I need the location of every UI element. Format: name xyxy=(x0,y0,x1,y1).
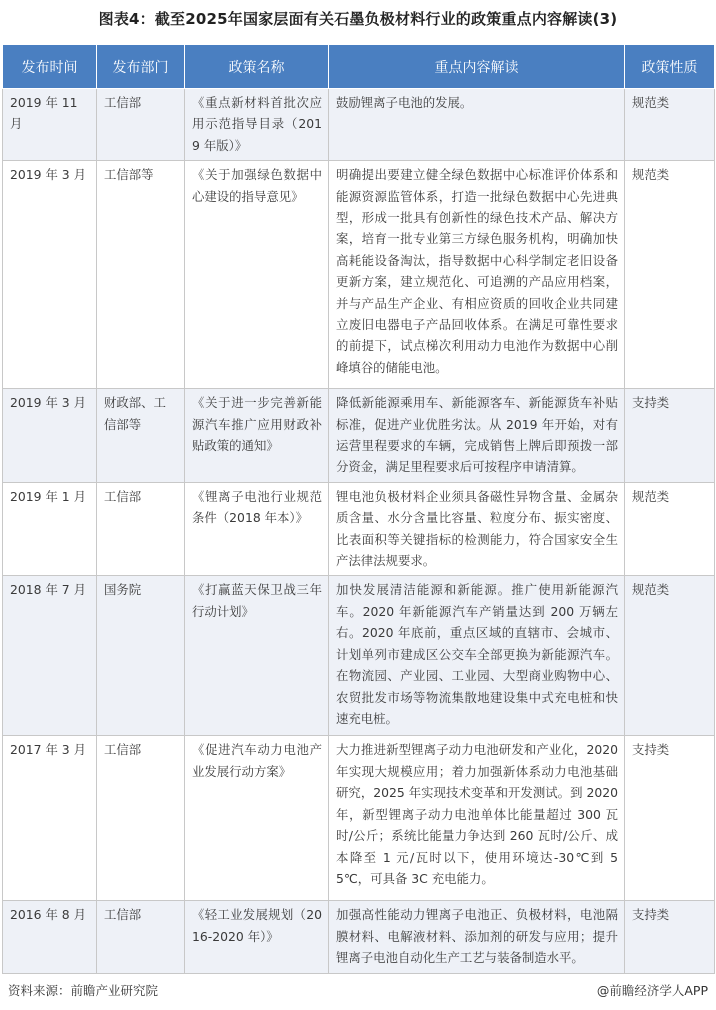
brand-credit: @前瞻经济学人APP xyxy=(596,983,708,998)
cell-date: 2017 年 3 月 xyxy=(3,736,97,901)
page-title: 图表4：截至2025年国家层面有关石墨负极材料行业的政策重点内容解读(3) xyxy=(98,10,618,28)
cell-dept: 工信部 xyxy=(97,89,185,161)
cell-date: 2019 年 1 月 xyxy=(3,482,97,576)
header-nature: 政策性质 xyxy=(625,45,715,89)
header-content: 重点内容解读 xyxy=(329,45,625,89)
cell-policy-name: 《重点新材料首批次应用示范指导目录（2019 年版）》 xyxy=(185,89,329,161)
cell-policy-name: 《关于进一步完善新能源汽车推广应用财政补贴政策的通知》 xyxy=(185,389,329,483)
table-row xyxy=(3,161,715,389)
cell-policy-name: 《关于加强绿色数据中心建设的指导意见》 xyxy=(185,161,329,389)
cell-content: 降低新能源乘用车、新能源客车、新能源货车补贴标准，促进产业优胜劣汰。从 2019 年开始，对有运营里程要求的车辆，完成销售上牌后即预拨一部分资金，满足里程要求后可按程序申请清算。 xyxy=(329,389,625,483)
table-row xyxy=(3,576,715,736)
cell-content: 明确提出要建立健全绿色数据中心标准评价体系和能源资源监管体系，打造一批绿色数据中心先进典型，形成一批具有创新性的绿色技术产品、解决方案，培育一批专业第三方绿色服务机构，明确加快高耗能设备淘汰，指导数据中心科学制定老旧设备更新方案，建立规范化、可追溯的产品应用档案，并与产品生产企业、有相应资质的回收企业共同建立废旧电器电子产品回收体系。在满足可靠性要求的前提下，试点梯次利用动力电池作为数据中心削峰填谷的储能电池。 xyxy=(329,161,625,389)
table-row xyxy=(3,89,715,161)
cell-nature: 规范类 xyxy=(625,161,715,389)
cell-date: 2019 年 3 月 xyxy=(3,389,97,483)
policy-table xyxy=(2,44,715,974)
cell-dept: 工信部 xyxy=(97,736,185,901)
cell-dept: 工信部等 xyxy=(97,161,185,389)
cell-content: 加快发展清洁能源和新能源。推广使用新能源汽车。2020 年新能源汽车产销量达到 200 万辆左右。2020 年底前，重点区域的直辖市、会城市、计划单列市建成区公交车全部更换为新能源汽车。在物流园、产业园、工业园、大型商业购物中心、农贸批发市场等物流集散地建设集中式充电桩和快速充电桩。 xyxy=(329,576,625,736)
cell-nature: 规范类 xyxy=(625,482,715,576)
cell-policy-name: 《轻工业发展规划（2016-2020 年）》 xyxy=(185,901,329,973)
cell-nature: 支持类 xyxy=(625,389,715,483)
header-policy-name: 政策名称 xyxy=(185,45,329,89)
cell-policy-name: 《促进汽车动力电池产业发展行动方案》 xyxy=(185,736,329,901)
table-header-row xyxy=(3,45,715,89)
cell-content: 鼓励锂离子电池的发展。 xyxy=(329,89,625,161)
cell-content: 加强高性能动力锂离子电池正、负极材料，电池隔膜材料、电解液材料、添加剂的研发与应用；提升锂离子电池自动化生产工艺与装备制造水平。 xyxy=(329,901,625,973)
table-row xyxy=(3,736,715,901)
cell-dept: 工信部 xyxy=(97,901,185,973)
cell-dept: 财政部、工信部等 xyxy=(97,389,185,483)
cell-nature: 规范类 xyxy=(625,576,715,736)
cell-date: 2019 年 11 月 xyxy=(3,89,97,161)
cell-policy-name: 《打赢蓝天保卫战三年行动计划》 xyxy=(185,576,329,736)
cell-nature: 规范类 xyxy=(625,89,715,161)
cell-date: 2016 年 8 月 xyxy=(3,901,97,973)
table-row xyxy=(3,482,715,576)
cell-date: 2019 年 3 月 xyxy=(3,161,97,389)
cell-policy-name: 《锂离子电池行业规范条件（2018 年本）》 xyxy=(185,482,329,576)
header-dept: 发布部门 xyxy=(97,45,185,89)
cell-dept: 工信部 xyxy=(97,482,185,576)
cell-nature: 支持类 xyxy=(625,736,715,901)
cell-date: 2018 年 7 月 xyxy=(3,576,97,736)
source-note: 资料来源：前瞻产业研究院 xyxy=(8,983,159,998)
table-row xyxy=(3,901,715,973)
cell-content: 大力推进新型锂离子动力电池研发和产业化，2020 年实现大规模应用；着力加强新体系动力电池基础研究，2025 年实现技术变革和开发测试。到 2020 年，新型锂离子动力电池单体比能量超过 300 瓦时/公斤；系统比能量力争达到 260 瓦时/公斤、成本降至 1 元/瓦时以下，使用环境达-30℃到 55℃，可具备 3C 充电能力。 xyxy=(329,736,625,901)
cell-nature: 支持类 xyxy=(625,901,715,973)
cell-dept: 国务院 xyxy=(97,576,185,736)
cell-content: 锂电池负极材料企业须具备磁性异物含量、金属杂质含量、水分含量比容量、粒度分布、振实密度、比表面积等关键指标的检测能力，符合国家安全生产法律法规要求。 xyxy=(329,482,625,576)
table-row xyxy=(3,389,715,483)
header-date: 发布时间 xyxy=(3,45,97,89)
